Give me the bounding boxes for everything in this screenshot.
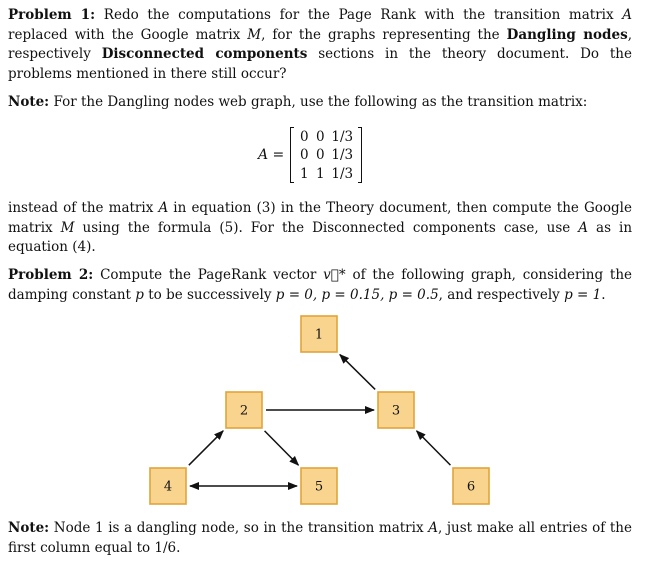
matrix-cell: 1/3 bbox=[331, 128, 354, 145]
matrix-cell: 1 bbox=[300, 165, 309, 182]
disconnected-components-term: Disconnected components bbox=[101, 46, 308, 62]
matrix-cell: 1/3 bbox=[331, 165, 354, 182]
problem-2-text: of the following graph, considering the damping constant bbox=[8, 267, 633, 303]
math-var: A bbox=[428, 520, 438, 536]
problem-1-text: , for the graphs representing the bbox=[261, 26, 507, 43]
note-text: Node 1 is a dangling node, so in the transition matrix bbox=[49, 520, 429, 536]
problem-1-paragraph bbox=[8, 6, 632, 84]
pagerank-vector: v⃗* bbox=[323, 267, 346, 283]
edge-2-5 bbox=[265, 431, 299, 465]
paragraph-text: instead of the matrix bbox=[8, 200, 159, 216]
node-label: 6 bbox=[466, 479, 476, 495]
paragraph-text: in equation (3) in the Theory document, then compute the Google matrix bbox=[8, 200, 632, 236]
paragraph-text: using the formula (5). For the Disconnected components case, use bbox=[74, 219, 579, 236]
node-label: 1 bbox=[314, 327, 324, 343]
matrix-cell: 0 bbox=[300, 128, 309, 145]
note-label: Note: bbox=[8, 94, 50, 110]
note-2-paragraph bbox=[8, 519, 632, 558]
damping-values: p = 0, p = 0.15, p = 0.5 bbox=[275, 286, 439, 303]
problem-2-label: Problem 2: bbox=[8, 267, 94, 283]
problem-2-text: to be successively bbox=[143, 286, 276, 303]
problem-1-text: sections in the theory document. Do the problems mentioned in there still occur? bbox=[8, 46, 632, 82]
edge-3-1 bbox=[340, 355, 375, 390]
math-var: A bbox=[578, 219, 589, 236]
graph-node-4 bbox=[150, 468, 186, 504]
node-label: 3 bbox=[391, 403, 401, 419]
problem-2-text: Compute the PageRank vector bbox=[93, 267, 324, 283]
paragraph-text: as in equation (4). bbox=[8, 219, 633, 255]
problem-2-text: . bbox=[601, 286, 606, 303]
node-label: 2 bbox=[239, 403, 249, 419]
math-var: M bbox=[60, 219, 75, 236]
problem-2-text: , and respectively bbox=[438, 286, 565, 303]
edge-6-3 bbox=[417, 431, 451, 465]
graph-node-3 bbox=[378, 392, 414, 428]
matrix-cell: 1/3 bbox=[331, 147, 354, 163]
note-text: For the Dangling nodes web graph, use the following as the transition matrix: bbox=[49, 94, 588, 110]
matrix-cell: 0 bbox=[316, 128, 325, 145]
right-bracket bbox=[358, 127, 362, 183]
graph-node-2 bbox=[226, 392, 262, 428]
math-var: A bbox=[158, 200, 169, 216]
node-label: 5 bbox=[314, 479, 324, 495]
problem-1-text: , respectively bbox=[8, 26, 632, 62]
dangling-nodes-term: Dangling nodes bbox=[506, 26, 628, 43]
graph-node-1 bbox=[301, 316, 337, 352]
node-label: 4 bbox=[163, 479, 173, 495]
note-text: , just make all entries of the first column equal to 1/6. bbox=[8, 520, 632, 556]
matrix-cell: 1 bbox=[316, 165, 325, 182]
graph-node-6 bbox=[453, 468, 489, 504]
problem-1-label: Problem 1: bbox=[8, 7, 96, 23]
problem-1-text: Redo the computations for the Page Rank with the transition matrix bbox=[95, 7, 623, 23]
matrix-lhs: A = bbox=[258, 147, 285, 163]
math-var: p bbox=[135, 286, 144, 303]
after-matrix-paragraph bbox=[8, 199, 632, 258]
note-1-paragraph bbox=[8, 93, 632, 113]
math-var: A bbox=[622, 7, 632, 23]
math-var: M bbox=[247, 26, 262, 43]
note-label: Note: bbox=[8, 520, 50, 536]
matrix-cell: 0 bbox=[300, 147, 309, 163]
graph-node-5 bbox=[301, 468, 337, 504]
matrix-cell: 0 bbox=[316, 147, 325, 163]
pagerank-graph bbox=[0, 300, 671, 515]
damping-last-value: p = 1 bbox=[564, 286, 602, 303]
problem-1-text: replaced with the Google matrix bbox=[8, 26, 248, 43]
edge-4-2 bbox=[189, 431, 223, 465]
transition-matrix bbox=[258, 125, 362, 185]
matrix-grid bbox=[294, 127, 358, 183]
